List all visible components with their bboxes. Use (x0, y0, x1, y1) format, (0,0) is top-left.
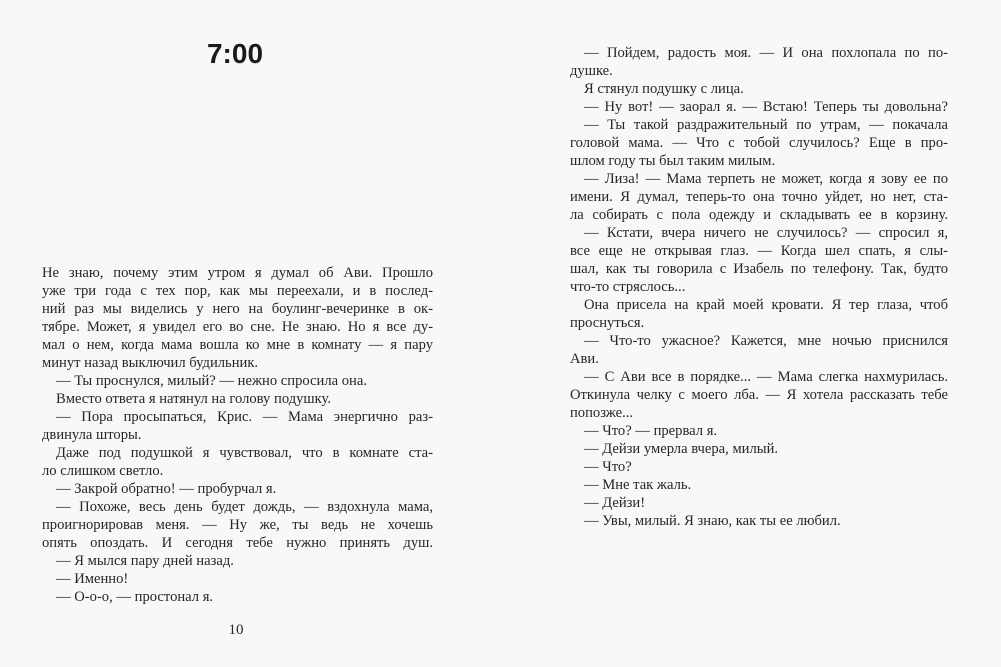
text-line: ла собирать с пола одежду и складывать ее в корзину. (570, 207, 948, 223)
text-line: имени. Я думал, теперь-то она точно уйдет, но нет, ста- (570, 189, 948, 205)
text-line: — Именно! (56, 571, 129, 587)
text-line: Ави. (570, 351, 599, 367)
text-line: — Дейзи! (584, 495, 646, 511)
text-line: — Увы, милый. Я знаю, как ты ее любил. (584, 513, 841, 529)
text-line: Вместо ответа я натянул на голову подушку. (56, 391, 332, 407)
text-line: — Что? (584, 459, 632, 475)
text-line: — Ну вот! — заорал я. — Встаю! Теперь ты довольна? (584, 99, 948, 115)
text-line: мал о нем, когда мама вошла ко мне в комнату — я пару (42, 337, 433, 353)
text-line: — Ты проснулся, милый? — нежно спросила она. (56, 373, 367, 389)
text-line: — Закрой обратно! — пробурчал я. (56, 481, 277, 497)
text-line: — С Ави все в порядке... — Мама слегка нахмурилась. (584, 369, 948, 385)
text-line: тябре. Может, я увидел его во сне. Не знаю. Но я все ду- (42, 319, 433, 335)
text-line: минут назад выключил будильник. (42, 355, 259, 371)
text-line: Я стянул подушку с лица. (584, 81, 744, 97)
text-line: — Что? — прервал я. (584, 423, 718, 439)
right-page-text (570, 44, 948, 530)
text-line: попозже... (570, 405, 634, 421)
left-page-text (42, 264, 433, 606)
chapter-title: 7:00 (206, 38, 264, 69)
text-line: шал, как ты говорила с Изабель по телефону. Так, будто (570, 261, 948, 277)
text-line: двинула шторы. (42, 427, 142, 443)
text-line: ло слишком светло. (42, 463, 164, 479)
text-line: — Похоже, весь день будет дождь, — вздохнула мама, (56, 499, 433, 515)
text-line: все еще не открывая глаз. — Когда шел спать, я слы- (570, 243, 948, 259)
text-line: — Пора просыпаться, Крис. — Мама энергично раз- (56, 409, 433, 425)
text-line: — Пойдем, радость моя. — И она похлопала по по- (584, 45, 948, 61)
text-line: Не знаю, почему этим утром я думал об Ави. Прошло (42, 265, 433, 281)
text-line: что-то стряслось... (570, 279, 686, 295)
text-line: опять опоздать. И сегодня тебе нужно принять душ. (42, 535, 433, 551)
text-line: проигнорировав меня. — Ну же, ты ведь не хочешь (42, 517, 433, 533)
text-line: — О-о-о, — простонал я. (56, 589, 214, 605)
page-number: 10 (228, 622, 244, 638)
text-line: Даже под подушкой я чувствовал, что в комнате ста- (56, 445, 433, 461)
text-line: — Ты такой раздражительный по утрам, — покачала (584, 117, 948, 133)
text-line: — Дейзи умерла вчера, милый. (584, 441, 779, 457)
text-line: душке. (570, 63, 613, 79)
text-line: Откинула челку с моего лба. — Я хотела рассказать тебе (570, 387, 948, 403)
text-line: шлом году ты был таким милым. (570, 153, 776, 169)
text-line: — Мне так жаль. (584, 477, 692, 493)
text-line: ний раз мы виделись у него на боулинг-вечеринке в ок- (42, 301, 433, 317)
text-line: — Кстати, вчера ничего не случилось? — спросил я, (584, 225, 948, 241)
text-line: проснуться. (570, 315, 645, 331)
text-line: Она присела на край моей кровати. Я тер глаза, чтоб (584, 297, 948, 313)
text-line: головой мама. — Что с тобой случилось? Еще в про- (570, 135, 948, 151)
text-line: — Что-то ужасное? Кажется, мне ночью приснился (584, 333, 948, 349)
text-line: уже три года с тех пор, как мы переехали, и в послед- (42, 283, 433, 299)
text-line: — Лиза! — Мама терпеть не может, когда я зову ее по (584, 171, 948, 187)
text-line: — Я мылся пару дней назад. (56, 553, 234, 569)
